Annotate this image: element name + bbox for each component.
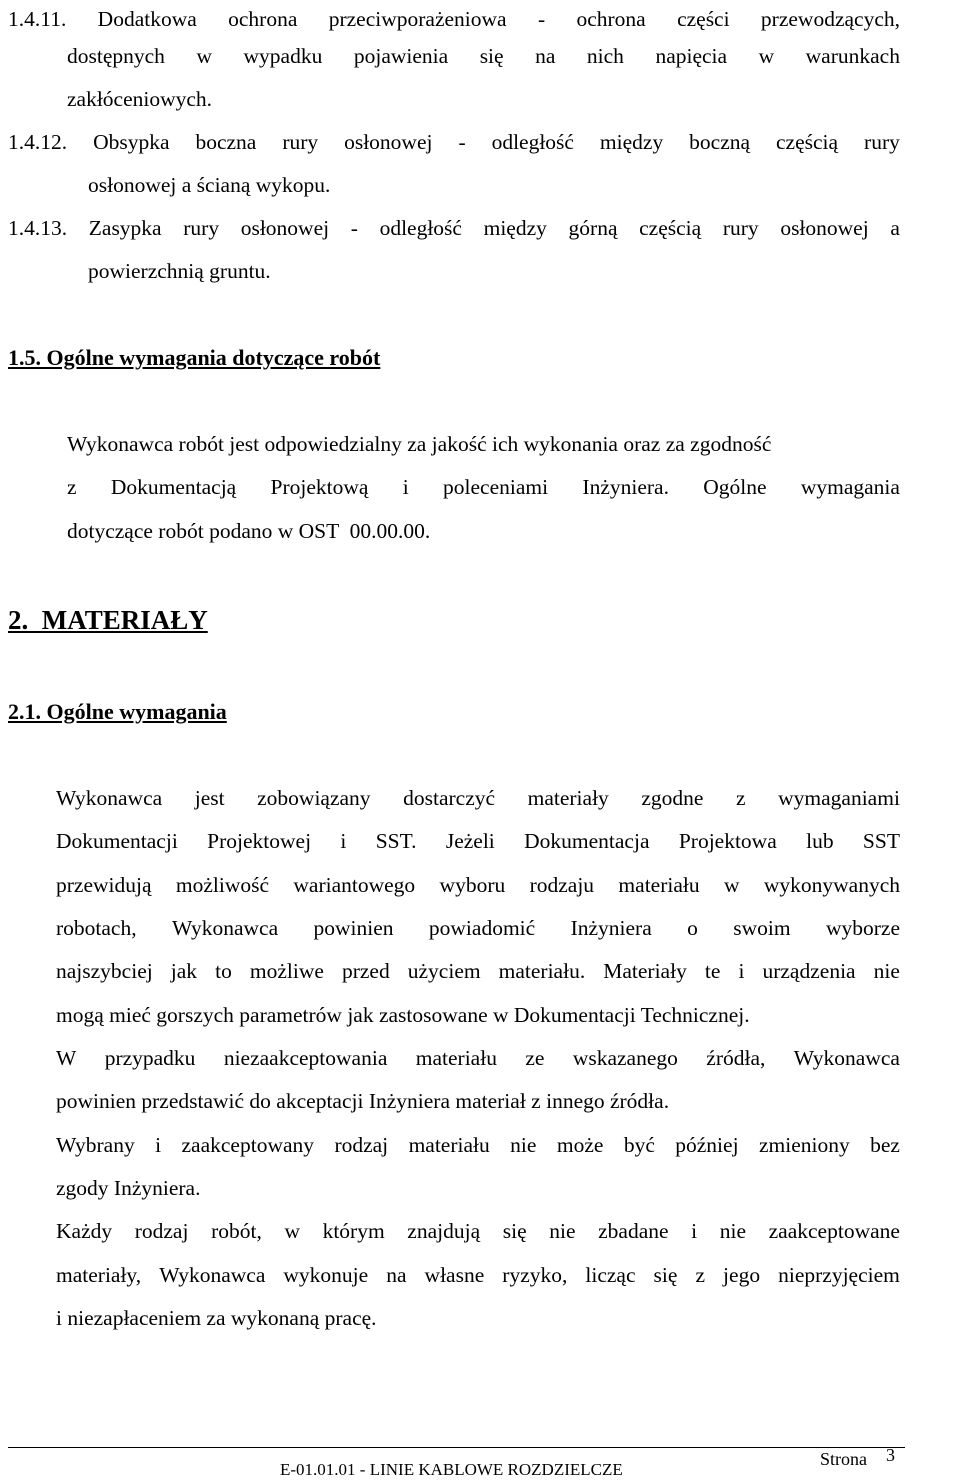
word: rury [183,216,220,240]
word: materiału [618,873,700,897]
word: Projektową [270,475,369,499]
word: być [623,1133,655,1157]
word: nie [873,959,900,983]
word: wyboru [439,873,506,897]
word: SST. [375,829,417,853]
section-2-1-line-6: mogą mieć gorszych parametrów jak zastosowane w Dokumentacji Technicznej. [56,1003,750,1027]
word: wykonywanych [763,873,900,897]
word: zaakceptowany [181,1133,315,1157]
word: dostępnych [67,44,165,68]
word: pojawienia [353,44,449,68]
section-2-1-line-11 [56,1218,900,1244]
word: którym [322,1219,385,1243]
word: Projektowej [207,829,312,853]
word: - [350,216,358,240]
word: materiału [408,1133,490,1157]
word: napięcia [655,44,728,68]
word: i [691,1219,698,1243]
word: nie [719,1219,747,1243]
word: ochrona [228,7,298,31]
word: dostarczyć [403,786,496,810]
word: osłonowej [780,216,869,240]
word: części [677,7,730,31]
word: bez [870,1133,900,1157]
word: źródła, [706,1046,766,1070]
word: możliwe [249,959,324,983]
word: Jeżeli [445,829,495,853]
word: robotach, [56,916,137,940]
word: a [890,216,900,240]
word: z [736,786,746,810]
word: materiały [527,786,609,810]
word: Wybrany [56,1133,135,1157]
word: nie [549,1219,576,1243]
word: urządzenia [762,959,856,983]
word: w [284,1219,300,1243]
footer-rule [8,1447,905,1448]
word: Obsypka [93,130,170,154]
word: później [675,1133,739,1157]
word: Inżyniera [570,916,652,940]
item-1-4-11-line-2 [67,43,900,69]
word: przewodzących, [760,7,900,31]
word: zgodne [641,786,704,810]
word: - [458,130,466,154]
word: robót, [211,1219,262,1243]
word: w [758,44,775,68]
word: najszybciej [56,959,153,983]
word: Inżyniera. [582,475,669,499]
word: - [537,7,546,31]
word: zbadane [598,1219,669,1243]
word: wskazanego [572,1046,678,1070]
word: zaakceptowane [768,1219,900,1243]
word: zmieniony [758,1133,850,1157]
item-1-4-13-line-2: powierzchnią gruntu. [88,259,271,283]
word: i [340,829,347,853]
word: rodzaj [334,1133,389,1157]
word: Dokumentacją [110,475,237,499]
section-2-1-line-12 [56,1262,900,1288]
section-2-1-line-9 [56,1132,900,1158]
section-1-5-line-2 [67,474,900,500]
word: wykonuje [283,1263,369,1287]
word: na [386,1263,407,1287]
word: 1.4.11. [8,7,67,31]
item-1-4-12-line-2: osłonowej a ścianą wykopu. [88,173,331,197]
word: może [556,1133,604,1157]
section-2-1-line-8: powinien przedstawić do akceptacji Inżyniera materiał z innego źródła. [56,1089,670,1113]
word: SST [862,829,900,853]
word: rury [864,130,900,154]
word: o [687,916,698,940]
word: W [56,1046,77,1070]
word: Dodatkowa [97,7,197,31]
word: ochrona [576,7,646,31]
word: materiału [415,1046,497,1070]
word: rury [722,216,759,240]
word: 1.4.12. [8,130,68,154]
word: przewidują [56,873,152,897]
word: boczna [195,130,257,154]
word: w [723,873,740,897]
word: powiadomić [428,916,536,940]
word: wymagania [800,475,900,499]
word: materiały, [56,1263,142,1287]
word: Każdy [56,1219,113,1243]
word: Wykonawca [171,916,279,940]
word: powinien [313,916,394,940]
word: Ogólne [703,475,767,499]
section-2-1-line-10: zgody Inżyniera. [56,1176,201,1200]
footer-page-indicator [820,1445,895,1470]
word: lub [806,829,834,853]
word: ryzyko, [502,1263,568,1287]
word: częścią [639,216,702,240]
word: osłonowej [240,216,330,240]
section-2-1-line-5 [56,958,900,984]
word: i [402,475,409,499]
word: Wykonawca [159,1263,266,1287]
section-2-1-line-13: i niezapłaceniem za wykonaną pracę. [56,1306,377,1330]
section-2-1-line-4 [56,915,900,941]
word: przeciwporażeniowa [328,7,507,31]
word: to [215,959,232,983]
section-2-1-line-3 [56,872,900,898]
section-1-5-heading: 1.5. Ogólne wymagania dotyczące robót [8,345,381,370]
word: się [653,1263,678,1287]
word: wariantowego [293,873,416,897]
word: materiału. [498,959,586,983]
word: jak [170,959,198,983]
word: górną [568,216,618,240]
word: się [502,1219,527,1243]
section-2-1-line-1 [56,785,900,811]
word: wyborze [825,916,900,940]
footer-document-id: E-01.01.01 - LINIE KABLOWE ROZDZIELCZE [280,1460,623,1479]
footer-page-number: 3 [886,1445,895,1465]
word: Wykonawca [793,1046,900,1070]
section-2-1-heading: 2.1. Ogólne wymagania [8,699,227,724]
word: przed [341,959,390,983]
word: z [67,475,77,499]
word: odległość [491,130,574,154]
word: możliwość [175,873,270,897]
word: rury [282,130,319,154]
word: osłonowej [344,130,433,154]
item-1-4-13-line-1 [8,215,900,241]
word: boczną [689,130,751,154]
item-1-4-12-line-1 [8,129,900,155]
word: te [704,959,721,983]
word: wymaganiami [778,786,900,810]
section-2-1-line-7 [56,1045,900,1071]
word: rodzaj [134,1219,189,1243]
word: rodzaju [529,873,595,897]
word: Zasypka [88,216,162,240]
word: w [196,44,212,68]
word: Projektowa [678,829,777,853]
word: Materiały [603,959,687,983]
item-1-4-11-line-1 [8,6,900,32]
word: odległość [379,216,462,240]
word: na [535,44,556,68]
word: licząc [585,1263,636,1287]
word: wypadku [243,44,323,68]
word: niezaakceptowania [223,1046,388,1070]
word: 1.4.13. [8,216,68,240]
section-2-1-line-2 [56,828,900,854]
word: przypadku [104,1046,196,1070]
section-2-heading: 2. MATERIAŁY [8,605,208,635]
section-1-5-line-1: Wykonawca robót jest odpowiedzialny za jakość ich wykonania oraz za zgodność [67,432,772,456]
word: między [483,216,547,240]
word: Wykonawca [56,786,163,810]
word: między [599,130,664,154]
word: własne [424,1263,485,1287]
word: nieprzyjęciem [778,1263,900,1287]
footer-page-label: Strona [820,1449,867,1469]
word: i [155,1133,162,1157]
word: znajdują [407,1219,481,1243]
word: zobowiązany [257,786,371,810]
word: swoim [733,916,791,940]
word: Dokumentacji [56,829,178,853]
word: z [695,1263,706,1287]
word: jego [723,1263,761,1287]
word: częścią [776,130,839,154]
word: ze [525,1046,545,1070]
word: i [738,959,745,983]
word: Dokumentacja [524,829,650,853]
word: nich [586,44,624,68]
word: warunkach [805,44,900,68]
item-1-4-11-line-3: zakłóceniowych. [67,87,213,111]
word: nie [510,1133,537,1157]
section-1-5-line-3: dotyczące robót podano w OST 00.00.00. [67,519,431,543]
word: się [479,44,504,68]
word: poleceniami [443,475,549,499]
word: jest [194,786,225,810]
word: użyciem [407,959,481,983]
